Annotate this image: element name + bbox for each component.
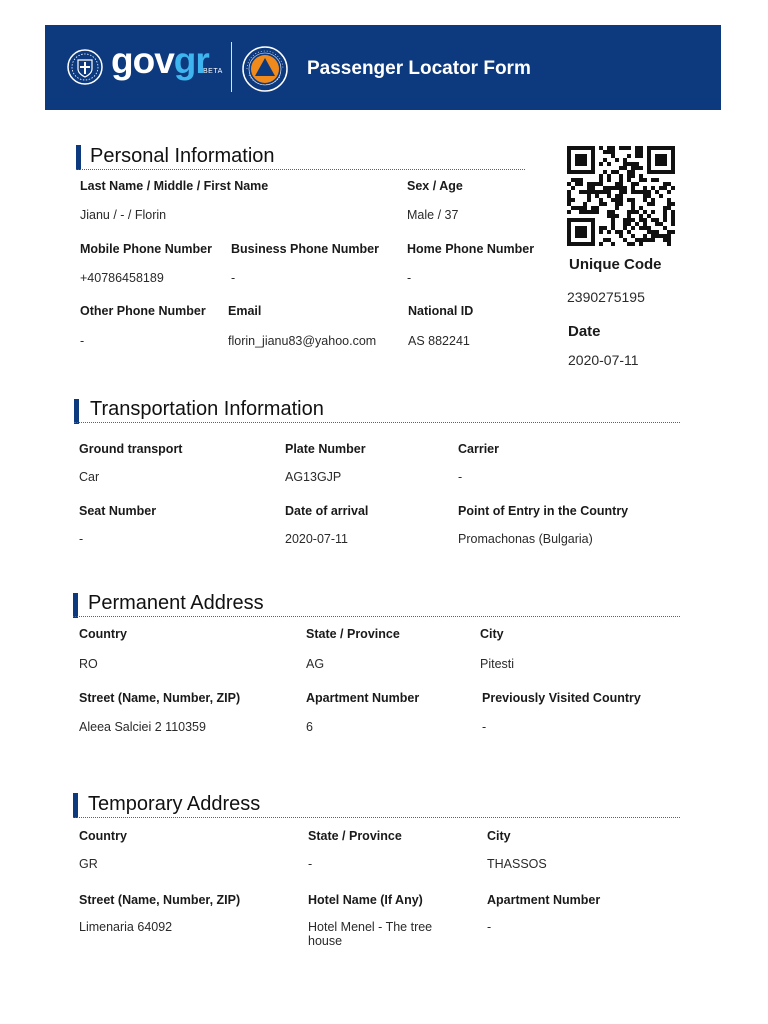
name-value: Jianu / - / Florin: [80, 208, 167, 222]
name-label: Last Name / Middle / First Name: [80, 179, 269, 193]
ground-transport-value: Car: [79, 470, 100, 484]
unique-code-value: 2390275195: [567, 289, 645, 305]
point-of-entry-label: Point of Entry in the Country: [458, 504, 629, 518]
govgr-logo: [111, 41, 209, 81]
permanent-street-label: Street (Name, Number, ZIP): [79, 691, 241, 705]
section-divider: [73, 817, 680, 818]
national-id-value: AS 882241: [408, 334, 470, 348]
mobile-phone-value: +40786458189: [80, 271, 164, 285]
previously-visited-label: Previously Visited Country: [482, 691, 641, 705]
point-of-entry-value: Promachonas (Bulgaria): [458, 532, 593, 546]
permanent-apartment-label: Apartment Number: [306, 691, 420, 705]
hotel-name-label: Hotel Name (If Any): [308, 893, 423, 907]
permanent-city-value: Pitesti: [480, 657, 515, 671]
temporary-street-value: Limenaria 64092: [79, 920, 173, 934]
ground-transport-label: Ground transport: [79, 442, 183, 456]
email-value: florin_jianu83@yahoo.com: [228, 334, 377, 348]
hotel-name-value: Hotel Menel - The tree house: [308, 920, 433, 948]
sex-age-label: Sex / Age: [407, 179, 463, 193]
plate-number-value: AG13GJP: [285, 470, 342, 484]
permanent-apartment-value: 6: [306, 720, 313, 734]
permanent-section-title: Permanent Address: [88, 592, 264, 614]
unique-code-label: Unique Code: [569, 256, 662, 273]
temporary-apartment-label: Apartment Number: [487, 893, 601, 907]
temporary-state-label: State / Province: [308, 829, 402, 843]
logo-divider: [231, 42, 232, 92]
date-label: Date: [568, 323, 601, 340]
hellenic-republic-emblem-icon: [67, 49, 103, 85]
other-phone-label: Other Phone Number: [80, 304, 206, 318]
logo-gr-text: gr: [173, 40, 209, 81]
permanent-city-label: City: [480, 627, 504, 641]
temporary-section-title: Temporary Address: [88, 793, 261, 815]
section-marker: [73, 593, 78, 618]
section-marker: [76, 145, 81, 170]
seat-number-label: Seat Number: [79, 504, 157, 518]
section-marker: [73, 793, 78, 818]
temporary-city-value: THASSOS: [487, 857, 547, 871]
civil-protection-logo-icon: [241, 45, 289, 93]
temporary-country-label: Country: [79, 829, 127, 843]
transport-section-title: Transportation Information: [90, 398, 324, 420]
permanent-state-value: AG: [306, 657, 325, 671]
section-divider: [76, 169, 525, 170]
sex-age-value: Male / 37: [407, 208, 459, 222]
date-of-arrival-label: Date of arrival: [285, 504, 369, 518]
header-banner: [45, 25, 721, 110]
plate-number-label: Plate Number: [285, 442, 366, 456]
temporary-state-value: -: [308, 857, 313, 871]
seat-number-value: -: [79, 532, 84, 546]
email-label: Email: [228, 304, 262, 318]
qr-code: [567, 146, 675, 246]
permanent-street-value: Aleea Salciei 2 110359: [79, 720, 206, 734]
temporary-apartment-value: -: [487, 920, 492, 934]
permanent-country-label: Country: [79, 627, 127, 641]
date-of-arrival-value: 2020-07-11: [285, 532, 349, 546]
business-phone-value: -: [231, 271, 236, 285]
temporary-street-label: Street (Name, Number, ZIP): [79, 893, 241, 907]
section-divider: [74, 422, 680, 423]
logo-beta-tag: BETA: [203, 68, 223, 75]
temporary-country-value: GR: [79, 857, 98, 871]
home-phone-label: Home Phone Number: [407, 242, 535, 256]
temporary-city-label: City: [487, 829, 511, 843]
section-marker: [74, 399, 79, 424]
mobile-phone-label: Mobile Phone Number: [80, 242, 212, 256]
section-divider: [73, 616, 680, 617]
other-phone-value: -: [80, 334, 85, 348]
page-title: Passenger Locator Form: [307, 58, 531, 79]
national-id-label: National ID: [408, 304, 474, 318]
home-phone-value: -: [407, 271, 412, 285]
permanent-country-value: RO: [79, 657, 98, 671]
business-phone-label: Business Phone Number: [231, 242, 379, 256]
logo-gov-text: gov: [111, 40, 174, 81]
personal-section-title: Personal Information: [90, 145, 275, 167]
permanent-state-label: State / Province: [306, 627, 400, 641]
previously-visited-value: -: [482, 720, 487, 734]
carrier-label: Carrier: [458, 442, 499, 456]
date-value: 2020-07-11: [568, 352, 639, 368]
carrier-value: -: [458, 470, 463, 484]
